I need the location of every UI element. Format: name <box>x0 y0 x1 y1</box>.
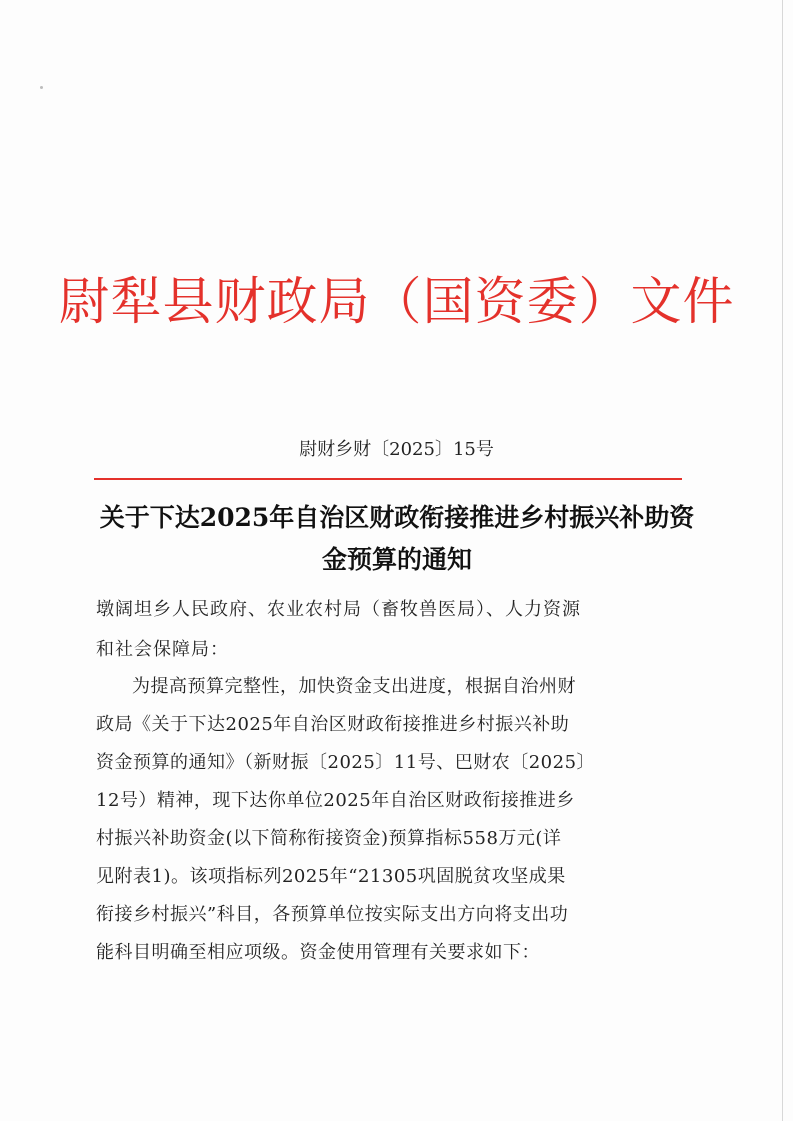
document-header: 尉犁县财政局（国资委）文件 <box>58 273 735 332</box>
body-paragraph <box>96 668 700 972</box>
body-line: 政局《关于下达2025年自治区财政衔接推进乡村振兴补助 <box>96 714 570 735</box>
addressee-line: 和社会保障局： <box>96 639 229 660</box>
addressee-line: 墩阔坦乡人民政府、农业农村局（畜牧兽医局）、人力资源 <box>96 599 581 620</box>
scan-speck <box>40 86 43 89</box>
body-line: 能科目明确至相应项级。资金使用管理有关要求如下： <box>96 942 540 963</box>
red-separator-rule <box>94 478 682 480</box>
body-line: 资金预算的通知》（新财振〔2025〕11号、巴财农〔2025〕 <box>96 752 596 773</box>
body-line: 为提高预算完整性，加快资金支出进度，根据自治州财 <box>132 676 576 697</box>
body-line: 衔接乡村振兴”科目，各预算单位按实际支出方向将支出功 <box>96 904 569 925</box>
body-line: 见附表1)。该项指标列2025年“21305巩固脱贫攻坚成果 <box>96 866 566 887</box>
addressee-block <box>96 590 700 670</box>
body-line: 12号）精神，现下达你单位2025年自治区财政衔接推进乡 <box>96 790 575 811</box>
body-line: 村振兴补助资金(以下简称衔接资金)预算指标558万元(详 <box>96 828 562 849</box>
document-number: 尉财乡财〔2025〕15号 <box>299 439 494 460</box>
scan-edge-line <box>782 0 783 1121</box>
document-title: 关于下达2025年自治区财政衔接推进乡村振兴补助资金预算的通知 <box>99 503 695 574</box>
